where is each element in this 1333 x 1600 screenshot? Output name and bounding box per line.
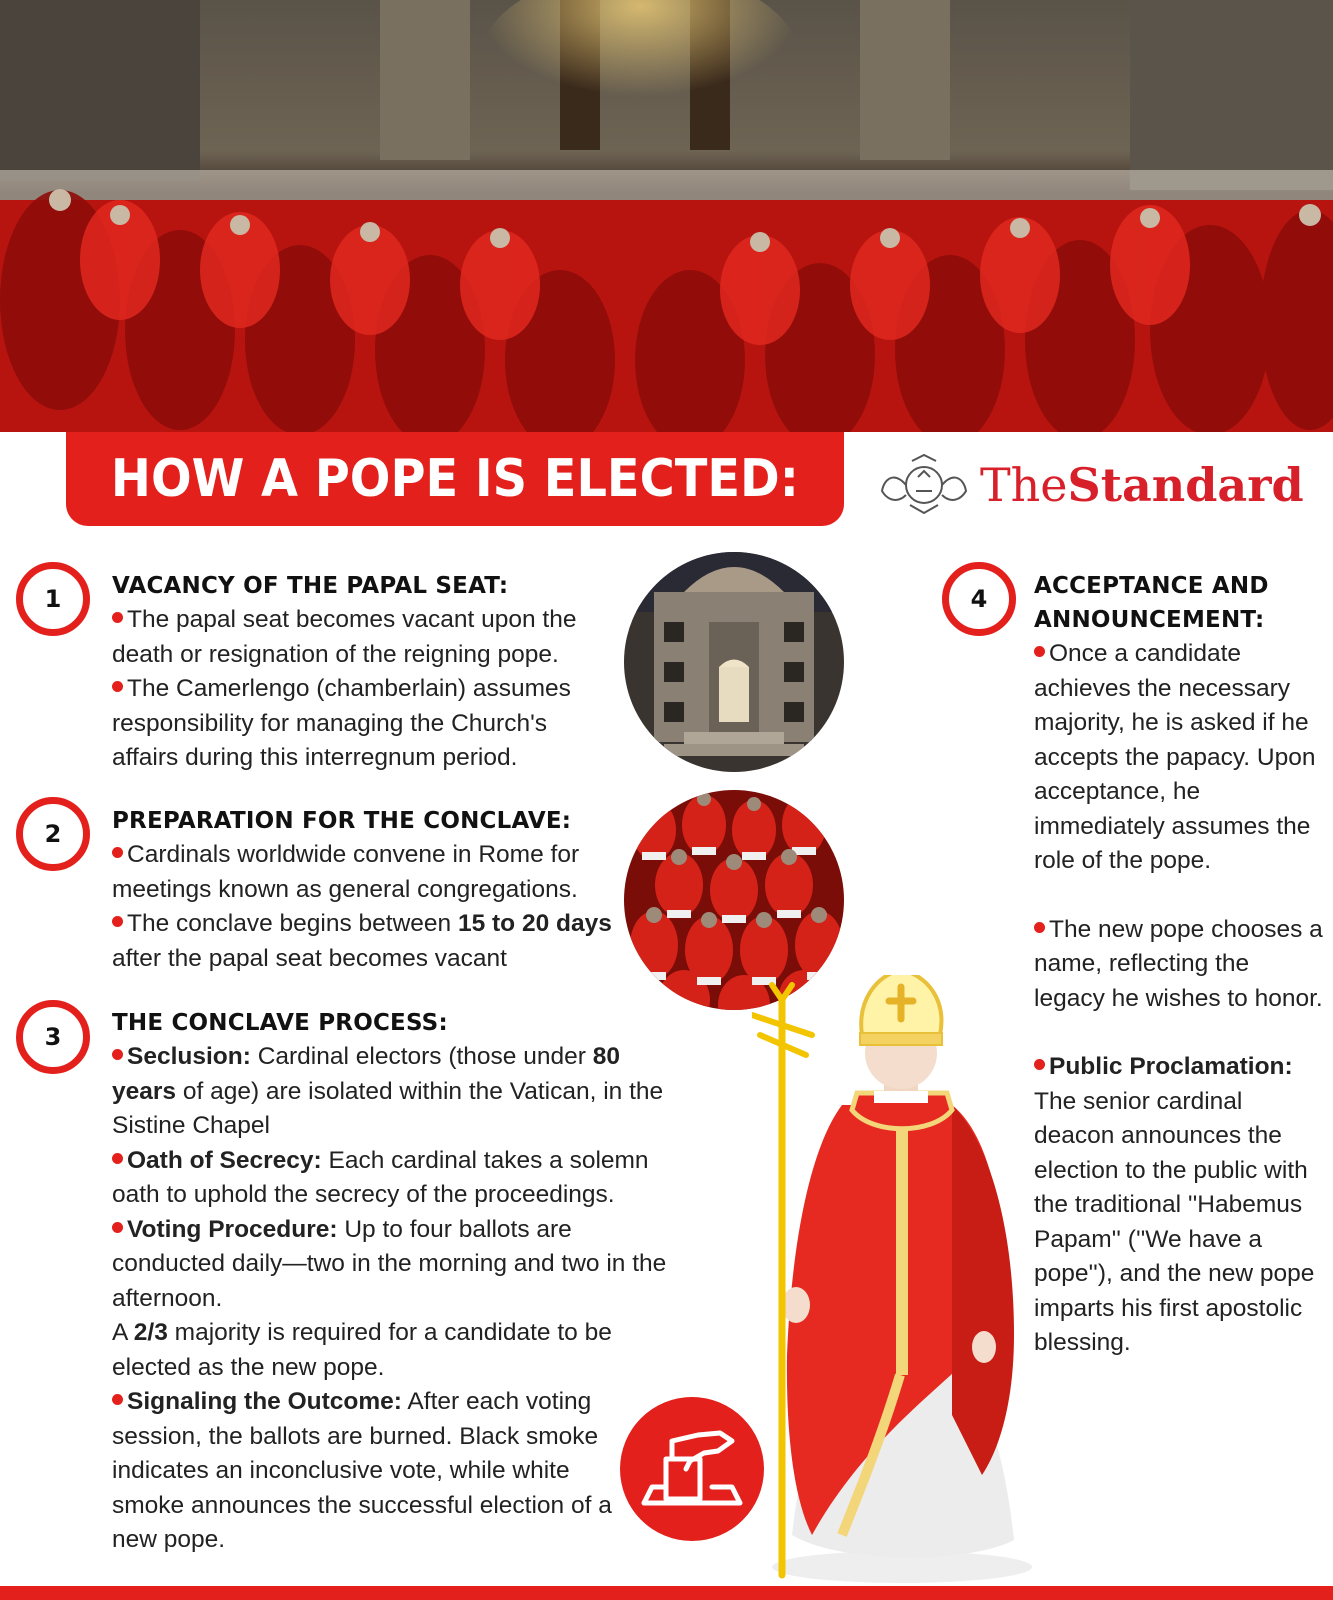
signaling-text: After each voting session, the ballots are burned. Black smoke indicates an inconclusive vote, while white smoke announces the successful election of a new pope.	[112, 1388, 612, 1553]
step-4-section	[1034, 569, 1324, 1361]
step-3-heading: THE CONCLAVE PROCESS:	[112, 1010, 448, 1036]
conclave-timing-post: after the papal seat becomes vacant	[112, 944, 507, 972]
step-number-4: 4	[942, 562, 1016, 636]
ballot-box-badge	[620, 1397, 764, 1541]
step-4-proclamation-text: The senior cardinal deacon announces the election to the public with the traditional ''Habemus Papam'' (''We have a pope''), and the new pope imparts his first apostolic blessing.	[1034, 1087, 1315, 1356]
page-title: HOW A POPE IS ELECTED:	[111, 449, 799, 509]
seclusion-age: 80 years	[112, 1043, 620, 1105]
step-3-oath	[112, 1144, 668, 1213]
step-2-section	[112, 804, 612, 976]
the-standard-logo	[874, 450, 1314, 520]
conclave-timing-pre: The conclave begins between	[127, 910, 458, 937]
step-1-bullet-2: The Camerlengo (chamberlain) assumes responsibility for managing the Church's affairs during this interregnum period.	[112, 672, 612, 776]
voting-label: Voting Procedure:	[127, 1215, 338, 1243]
step-4-heading-line2: ANNOUNCEMENT:	[1034, 607, 1265, 633]
step-2-heading: PREPARATION FOR THE CONCLAVE:	[112, 808, 572, 834]
step-number-3: 3	[16, 1000, 90, 1074]
logo-the: The	[980, 458, 1068, 512]
step-1-section	[112, 569, 612, 776]
title-banner	[66, 432, 844, 526]
seclusion-post: of age) are isolated within the Vatican, in the Sistine Chapel	[112, 1077, 664, 1139]
step-4-name: The new pope chooses a name, reflecting the legacy he wishes to honor.	[1034, 913, 1324, 1017]
seclusion-pre: Cardinal electors (those under	[250, 1043, 593, 1070]
step-number-2: 2	[16, 797, 90, 871]
step-4-acceptance: Once a candidate achieves the necessary majority, he is asked if he accepts the papacy. Upon acceptance, he immediately assumes the role of the pope.	[1034, 637, 1324, 879]
footer-bar	[0, 1586, 1333, 1600]
majority-fraction: 2/3	[133, 1319, 168, 1346]
hero-photo-cardinals-basilica	[0, 0, 1333, 432]
signaling-label: Signaling the Outcome:	[127, 1388, 402, 1415]
step-3-majority	[112, 1316, 668, 1385]
step-1-heading: VACANCY OF THE PAPAL SEAT:	[112, 573, 509, 599]
logo-wordmark	[980, 458, 1304, 512]
voting-text: Up to four ballots are conducted daily—two in the morning and two in the afternoon.	[112, 1215, 667, 1312]
step-3-section	[112, 1006, 668, 1558]
papal-crest-icon	[874, 451, 974, 519]
step-4-proclamation-heading	[1034, 1050, 1324, 1085]
logo-standard: Standard	[1067, 458, 1304, 512]
seclusion-label: Seclusion:	[127, 1043, 251, 1070]
step-number-1: 1	[16, 562, 90, 636]
step-2-bullet-2	[112, 907, 612, 976]
pope-illustration	[752, 975, 1052, 1585]
oath-label: Oath of Secrecy:	[127, 1146, 322, 1174]
step-2-bullet-1: Cardinals worldwide convene in Rome for meetings known as general congregations.	[112, 838, 612, 907]
step-3-seclusion	[112, 1040, 668, 1144]
step-1-bullet-1: The papal seat becomes vacant upon the death or resignation of the reigning pope.	[112, 603, 612, 672]
step-3-voting	[112, 1213, 668, 1317]
conclave-timing-days: 15 to 20 days	[457, 910, 612, 937]
oath-text: Each cardinal takes a solemn oath to uphold the secrecy of the proceedings.	[112, 1146, 649, 1208]
majority-pre: A	[112, 1319, 134, 1346]
step-3-signaling	[112, 1385, 624, 1558]
proclamation-label: Public Proclamation:	[1049, 1053, 1293, 1080]
step-4-heading-line1: ACCEPTANCE AND	[1034, 573, 1269, 599]
papal-throne-photo	[624, 552, 844, 772]
ballot-box-icon	[620, 1397, 764, 1541]
majority-post: majority is required for a candidate to be elected as the new pope.	[112, 1319, 612, 1381]
